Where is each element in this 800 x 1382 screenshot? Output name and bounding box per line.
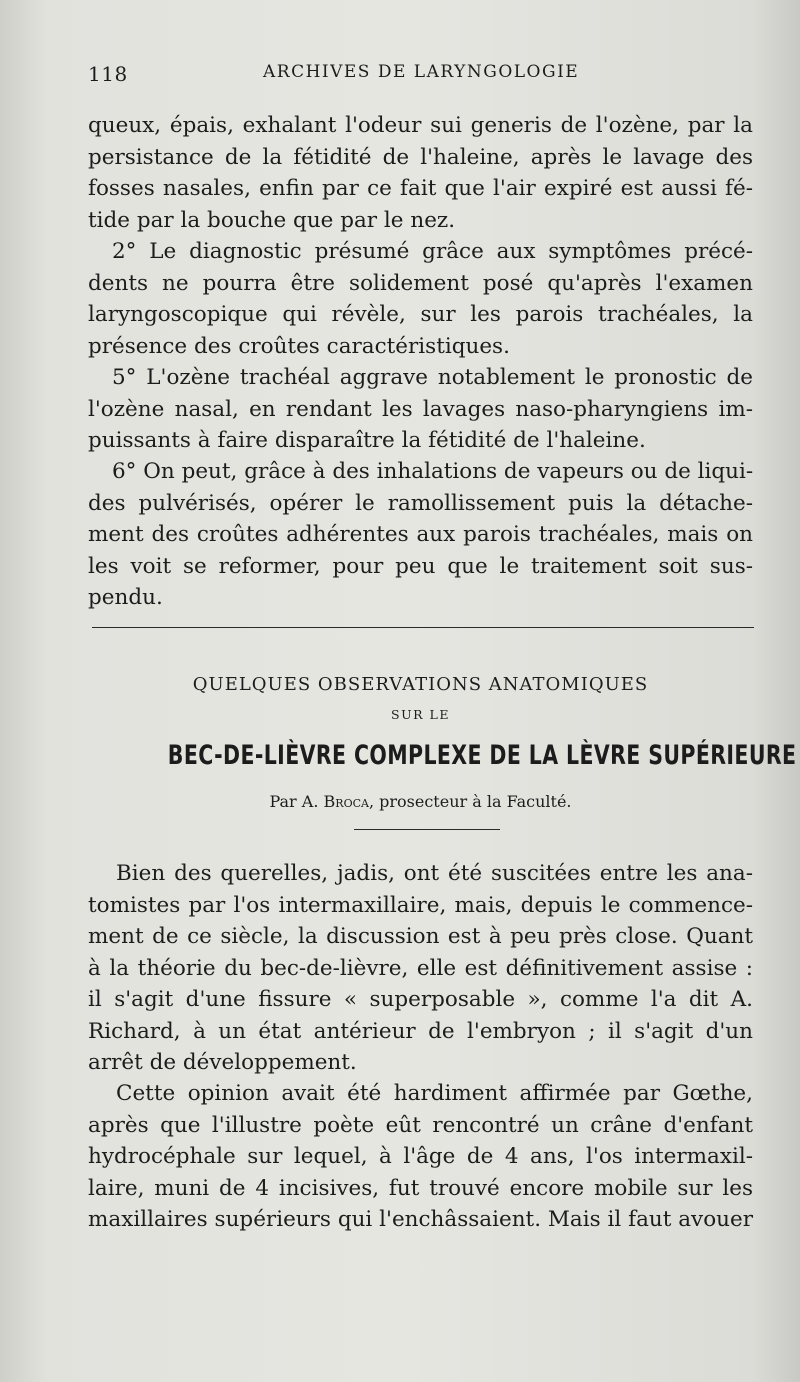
text-line: ment de ce siècle, la discussion est à peu près close. Quant bbox=[88, 924, 753, 949]
section-divider bbox=[92, 627, 754, 628]
paragraph-body-1 bbox=[88, 858, 753, 1079]
text-line: fosses nasales, enfin par ce fait que l'air expiré est aussi fé- bbox=[88, 176, 753, 201]
article-connector: SUR LE bbox=[391, 707, 450, 722]
text-line: persistance de la fétidité de l'haleine, après le lavage des bbox=[88, 144, 753, 170]
text-line: Bien des querelles, jadis, ont été suscitées entre les ana- bbox=[116, 861, 753, 886]
article-byline bbox=[88, 792, 753, 811]
page-number: 118 bbox=[88, 62, 128, 86]
text-line: 5° L'ozène trachéal aggrave notablement le pronostic de bbox=[112, 365, 753, 390]
text-line: des pulvérisés, opérer le ramollissement puis la détache- bbox=[88, 490, 753, 516]
paragraph-point-6 bbox=[88, 456, 753, 614]
byline-prefix: Par A. bbox=[269, 792, 319, 811]
text-line: arrêt de développement. bbox=[88, 1050, 357, 1075]
paragraph-point-5 bbox=[88, 362, 753, 457]
byline-suffix: , prosecteur à la Faculté. bbox=[368, 792, 572, 811]
text-line: puissants à faire disparaître la fétidité de l'haleine. bbox=[88, 428, 646, 453]
text-line: dents ne pourra être solidement posé qu'après l'examen bbox=[88, 270, 753, 296]
article-kicker: QUELQUES OBSERVATIONS ANATOMIQUES bbox=[192, 674, 649, 695]
running-title: ARCHIVES DE LARYNGOLOGIE bbox=[263, 62, 580, 82]
text-line: tomistes par l'os intermaxillaire, mais, depuis le commence- bbox=[88, 892, 753, 918]
text-line: laire, muni de 4 incisives, fut trouvé encore mobile sur les bbox=[88, 1175, 753, 1201]
text-line: 6° On peut, grâce à des inhalations de vapeurs ou de liqui- bbox=[112, 459, 754, 484]
text-line: maxillaires supérieurs qui l'enchâssaient. Mais il faut avouer bbox=[88, 1207, 753, 1232]
byline-author: Broca bbox=[323, 792, 369, 811]
text-line: 2° Le diagnostic présumé grâce aux symptômes précé- bbox=[112, 239, 753, 264]
text-line: ment des croûtes adhérentes aux parois trachéales, mais on bbox=[88, 522, 753, 547]
text-line: l'ozène nasal, en rendant les lavages naso-pharyngiens im- bbox=[88, 396, 753, 422]
paragraph-point-2 bbox=[88, 236, 753, 362]
title-underline-rule bbox=[354, 829, 500, 830]
article-title: BEC-DE-LIÈVRE COMPLEXE DE LA LÈVRE SUPÉRIEURE bbox=[167, 740, 797, 771]
text-line: laryngoscopique qui révèle, sur les parois trachéales, la bbox=[88, 302, 753, 327]
text-line: il s'agit d'une fissure « superposable », comme l'a dit A. bbox=[88, 987, 753, 1012]
text-line: hydrocéphale sur lequel, à l'âge de 4 ans, l'os intermaxil- bbox=[88, 1144, 753, 1169]
text-line: Richard, à un état antérieur de l'embryon ; il s'agit d'un bbox=[88, 1018, 753, 1044]
text-line: queux, épais, exhalant l'odeur sui generis de l'ozène, par la bbox=[88, 113, 753, 138]
text-line: Cette opinion avait été hardiment affirmée par Gœthe, bbox=[116, 1081, 753, 1106]
paragraph-body-2 bbox=[88, 1078, 753, 1236]
text-line: tide par la bouche que par le nez. bbox=[88, 207, 456, 233]
text-line: après que l'illustre poète eût rencontré un crâne d'enfant bbox=[88, 1112, 753, 1138]
text-line: les voit se reformer, pour peu que le traitement soit sus- bbox=[88, 553, 753, 579]
text-line: pendu. bbox=[88, 585, 163, 610]
paragraph-ozene-continuation bbox=[88, 110, 753, 236]
text-line: présence des croûtes caractéristiques. bbox=[88, 333, 510, 359]
text-line: à la théorie du bec-de-lièvre, elle est définitivement assise : bbox=[88, 955, 753, 981]
